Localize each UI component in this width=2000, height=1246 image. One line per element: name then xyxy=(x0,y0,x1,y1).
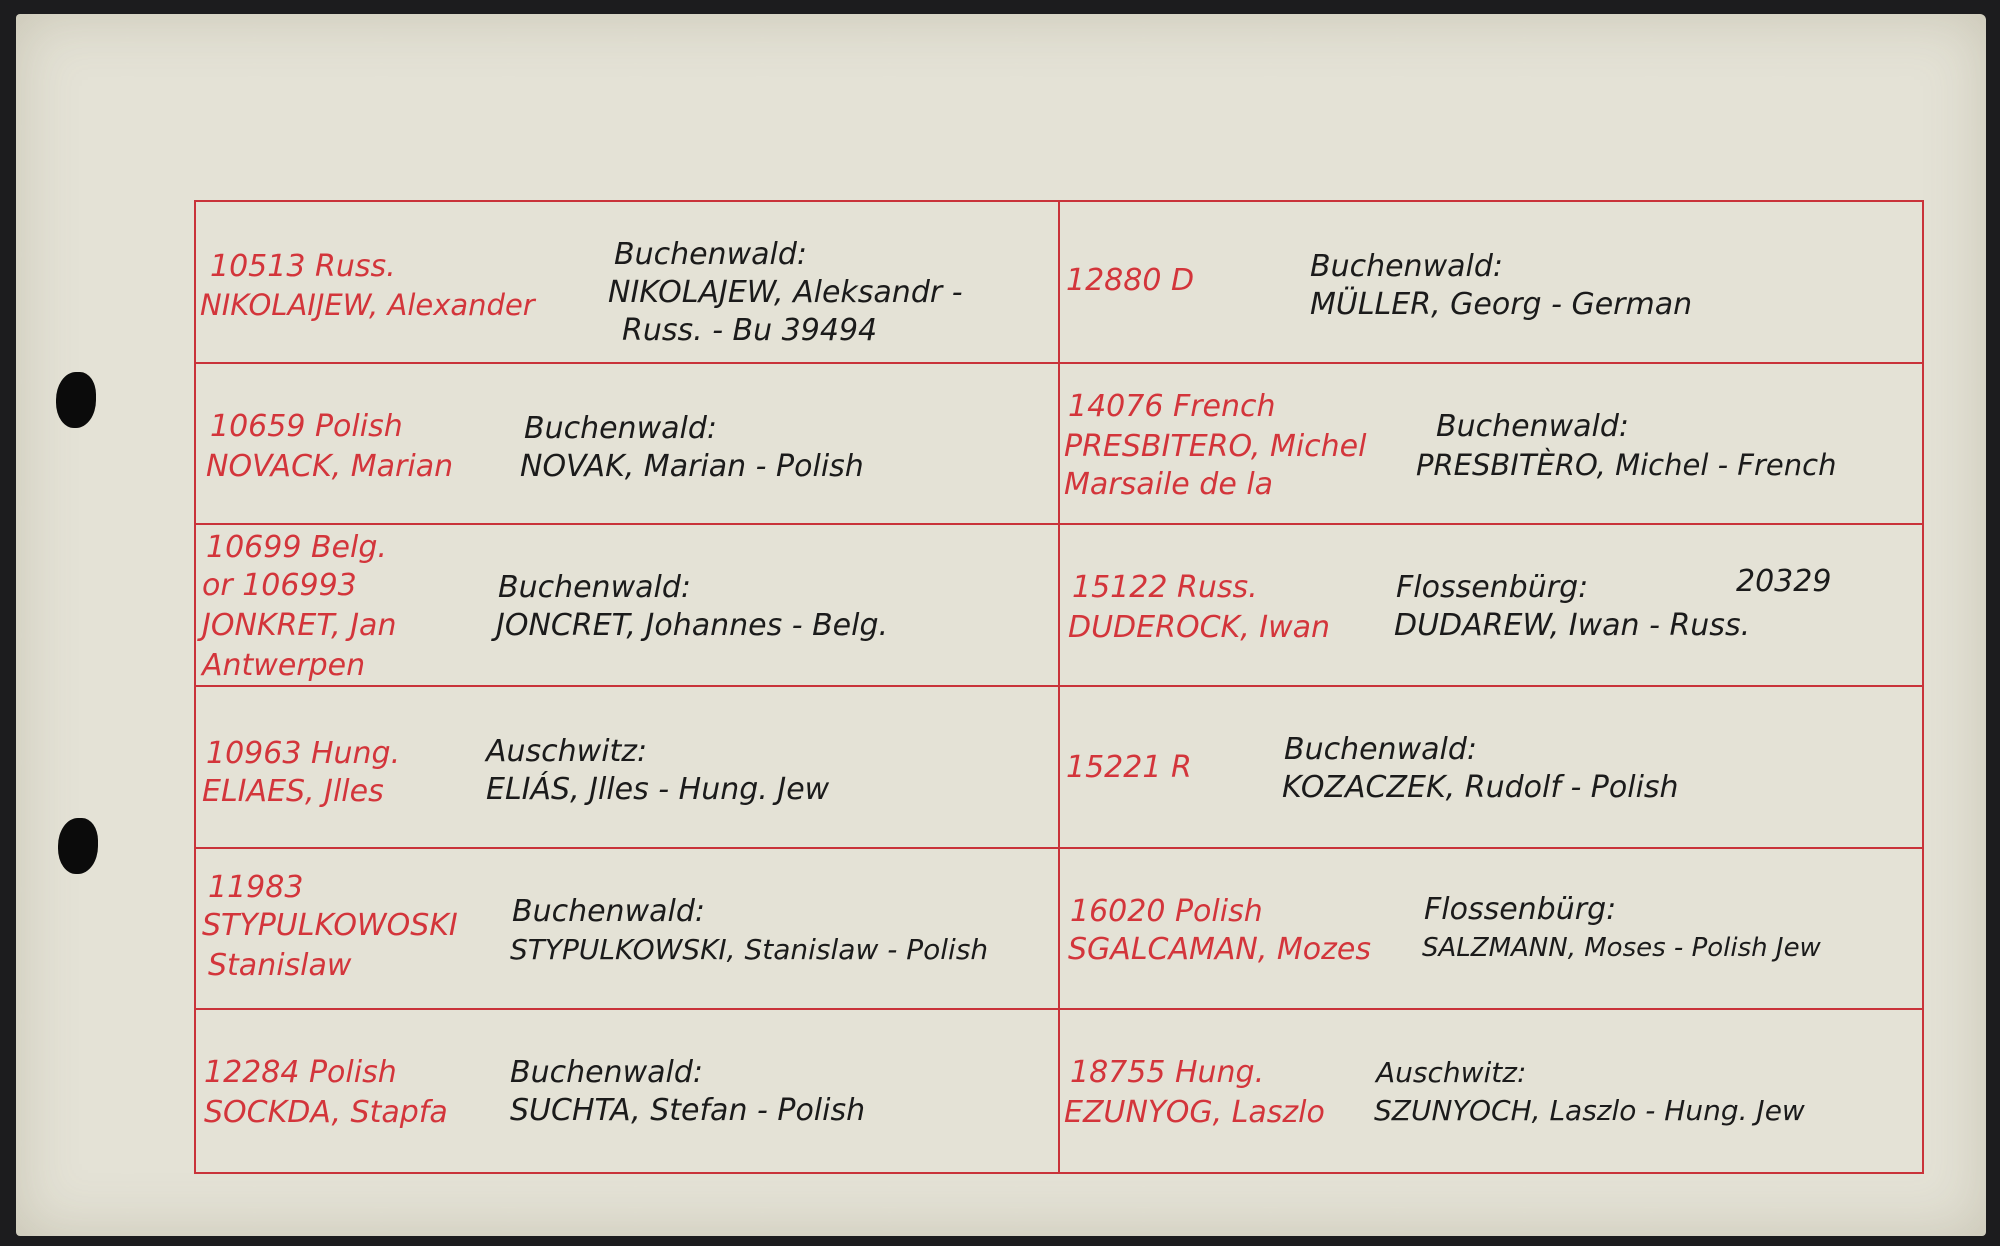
red-line-1: 10513 Russ. xyxy=(210,249,396,284)
red-line-1: 11983 xyxy=(208,869,304,905)
punch-hole-upper xyxy=(56,372,96,428)
camp-label: Auschwitz: xyxy=(486,734,648,769)
black-line-1: NIKOLAJEW, Aleksandr - xyxy=(608,275,963,310)
black-line-1: MÜLLER, Georg - German xyxy=(1310,287,1693,322)
red-line-2: ELIAES, Jlles xyxy=(202,774,384,809)
camp-label: Buchenwald: xyxy=(1284,732,1477,767)
red-line-3: Marsaile de la xyxy=(1064,466,1274,502)
red-line-2: NIKOLAIJEW, Alexander xyxy=(200,288,535,322)
record-cell xyxy=(1060,525,1922,687)
red-line-2: PRESBITERO, Michel xyxy=(1064,428,1367,464)
red-line-3: JONKRET, Jan xyxy=(202,608,397,644)
red-line-1: 14076 French xyxy=(1068,388,1276,424)
red-line-1: 15122 Russ. xyxy=(1072,570,1258,606)
black-line-2: Russ. - Bu 39494 xyxy=(622,313,878,348)
black-line-1: KOZACZEK, Rudolf - Polish xyxy=(1282,770,1679,805)
red-line-1: 10963 Hung. xyxy=(206,736,401,771)
red-line-1: 16020 Polish xyxy=(1070,893,1263,929)
camp-label: Flossenbürg: xyxy=(1396,570,1589,606)
record-cell xyxy=(196,1010,1060,1172)
index-card xyxy=(16,14,1986,1236)
camp-label: Auschwitz: xyxy=(1376,1056,1527,1090)
red-line-1: 12880 D xyxy=(1066,263,1195,298)
record-cell xyxy=(196,687,1060,849)
red-line-4: Antwerpen xyxy=(202,648,366,684)
black-line-1: SZUNYOCH, Laszlo - Hung. Jew xyxy=(1374,1094,1805,1128)
record-cell xyxy=(1060,1010,1922,1172)
red-line-1: 10659 Polish xyxy=(210,408,403,444)
punch-hole-lower xyxy=(58,818,98,874)
black-line-1: ELIÁS, Jlles - Hung. Jew xyxy=(486,772,830,807)
record-table xyxy=(194,200,1924,1174)
black-line-1: SALZMANN, Moses - Polish Jew xyxy=(1422,932,1821,963)
black-line-1: STYPULKOWSKI, Stanislaw - Polish xyxy=(510,932,989,966)
camp-label: Buchenwald: xyxy=(524,410,717,446)
red-line-2: STYPULKOWOSKI xyxy=(202,907,458,943)
camp-label: Buchenwald: xyxy=(498,570,691,606)
record-cell xyxy=(196,202,1060,364)
red-line-1: 15221 R xyxy=(1066,750,1192,785)
record-cell xyxy=(1060,364,1922,526)
black-line-1: JONCRET, Johannes - Belg. xyxy=(496,608,889,644)
camp-label: Flossenbürg: xyxy=(1424,891,1617,927)
camp-number: 20329 xyxy=(1736,564,1832,600)
black-line-1: SUCHTA, Stefan - Polish xyxy=(510,1093,866,1129)
black-line-1: NOVAK, Marian - Polish xyxy=(520,448,864,484)
red-line-1: 12284 Polish xyxy=(204,1055,397,1091)
record-cell xyxy=(1060,202,1922,364)
red-line-3: Stanislaw xyxy=(208,947,352,983)
record-cell xyxy=(196,849,1060,1011)
record-cell xyxy=(1060,687,1922,849)
red-line-2: or 106993 xyxy=(202,568,357,604)
camp-label: Buchenwald: xyxy=(1310,249,1503,284)
camp-label: Buchenwald: xyxy=(512,893,705,929)
camp-label: Buchenwald: xyxy=(1436,408,1629,444)
record-cell xyxy=(196,364,1060,526)
black-line-1: DUDAREW, Iwan - Russ. xyxy=(1394,608,1751,644)
red-line-2: SOCKDA, Stapfa xyxy=(204,1095,448,1131)
red-line-1: 18755 Hung. xyxy=(1070,1055,1265,1091)
red-line-2: DUDEROCK, Iwan xyxy=(1068,610,1331,646)
red-line-1: 10699 Belg. xyxy=(206,530,387,566)
record-cell xyxy=(196,525,1060,687)
record-cell xyxy=(1060,849,1922,1011)
red-line-2: SGALCAMAN, Mozes xyxy=(1068,931,1371,967)
red-line-2: EZUNYOG, Laszlo xyxy=(1064,1095,1325,1131)
black-line-1: PRESBITÈRO, Michel - French xyxy=(1416,447,1837,482)
red-line-2: NOVACK, Marian xyxy=(206,448,454,484)
camp-label: Buchenwald: xyxy=(510,1055,703,1091)
camp-label: Buchenwald: xyxy=(614,237,807,272)
